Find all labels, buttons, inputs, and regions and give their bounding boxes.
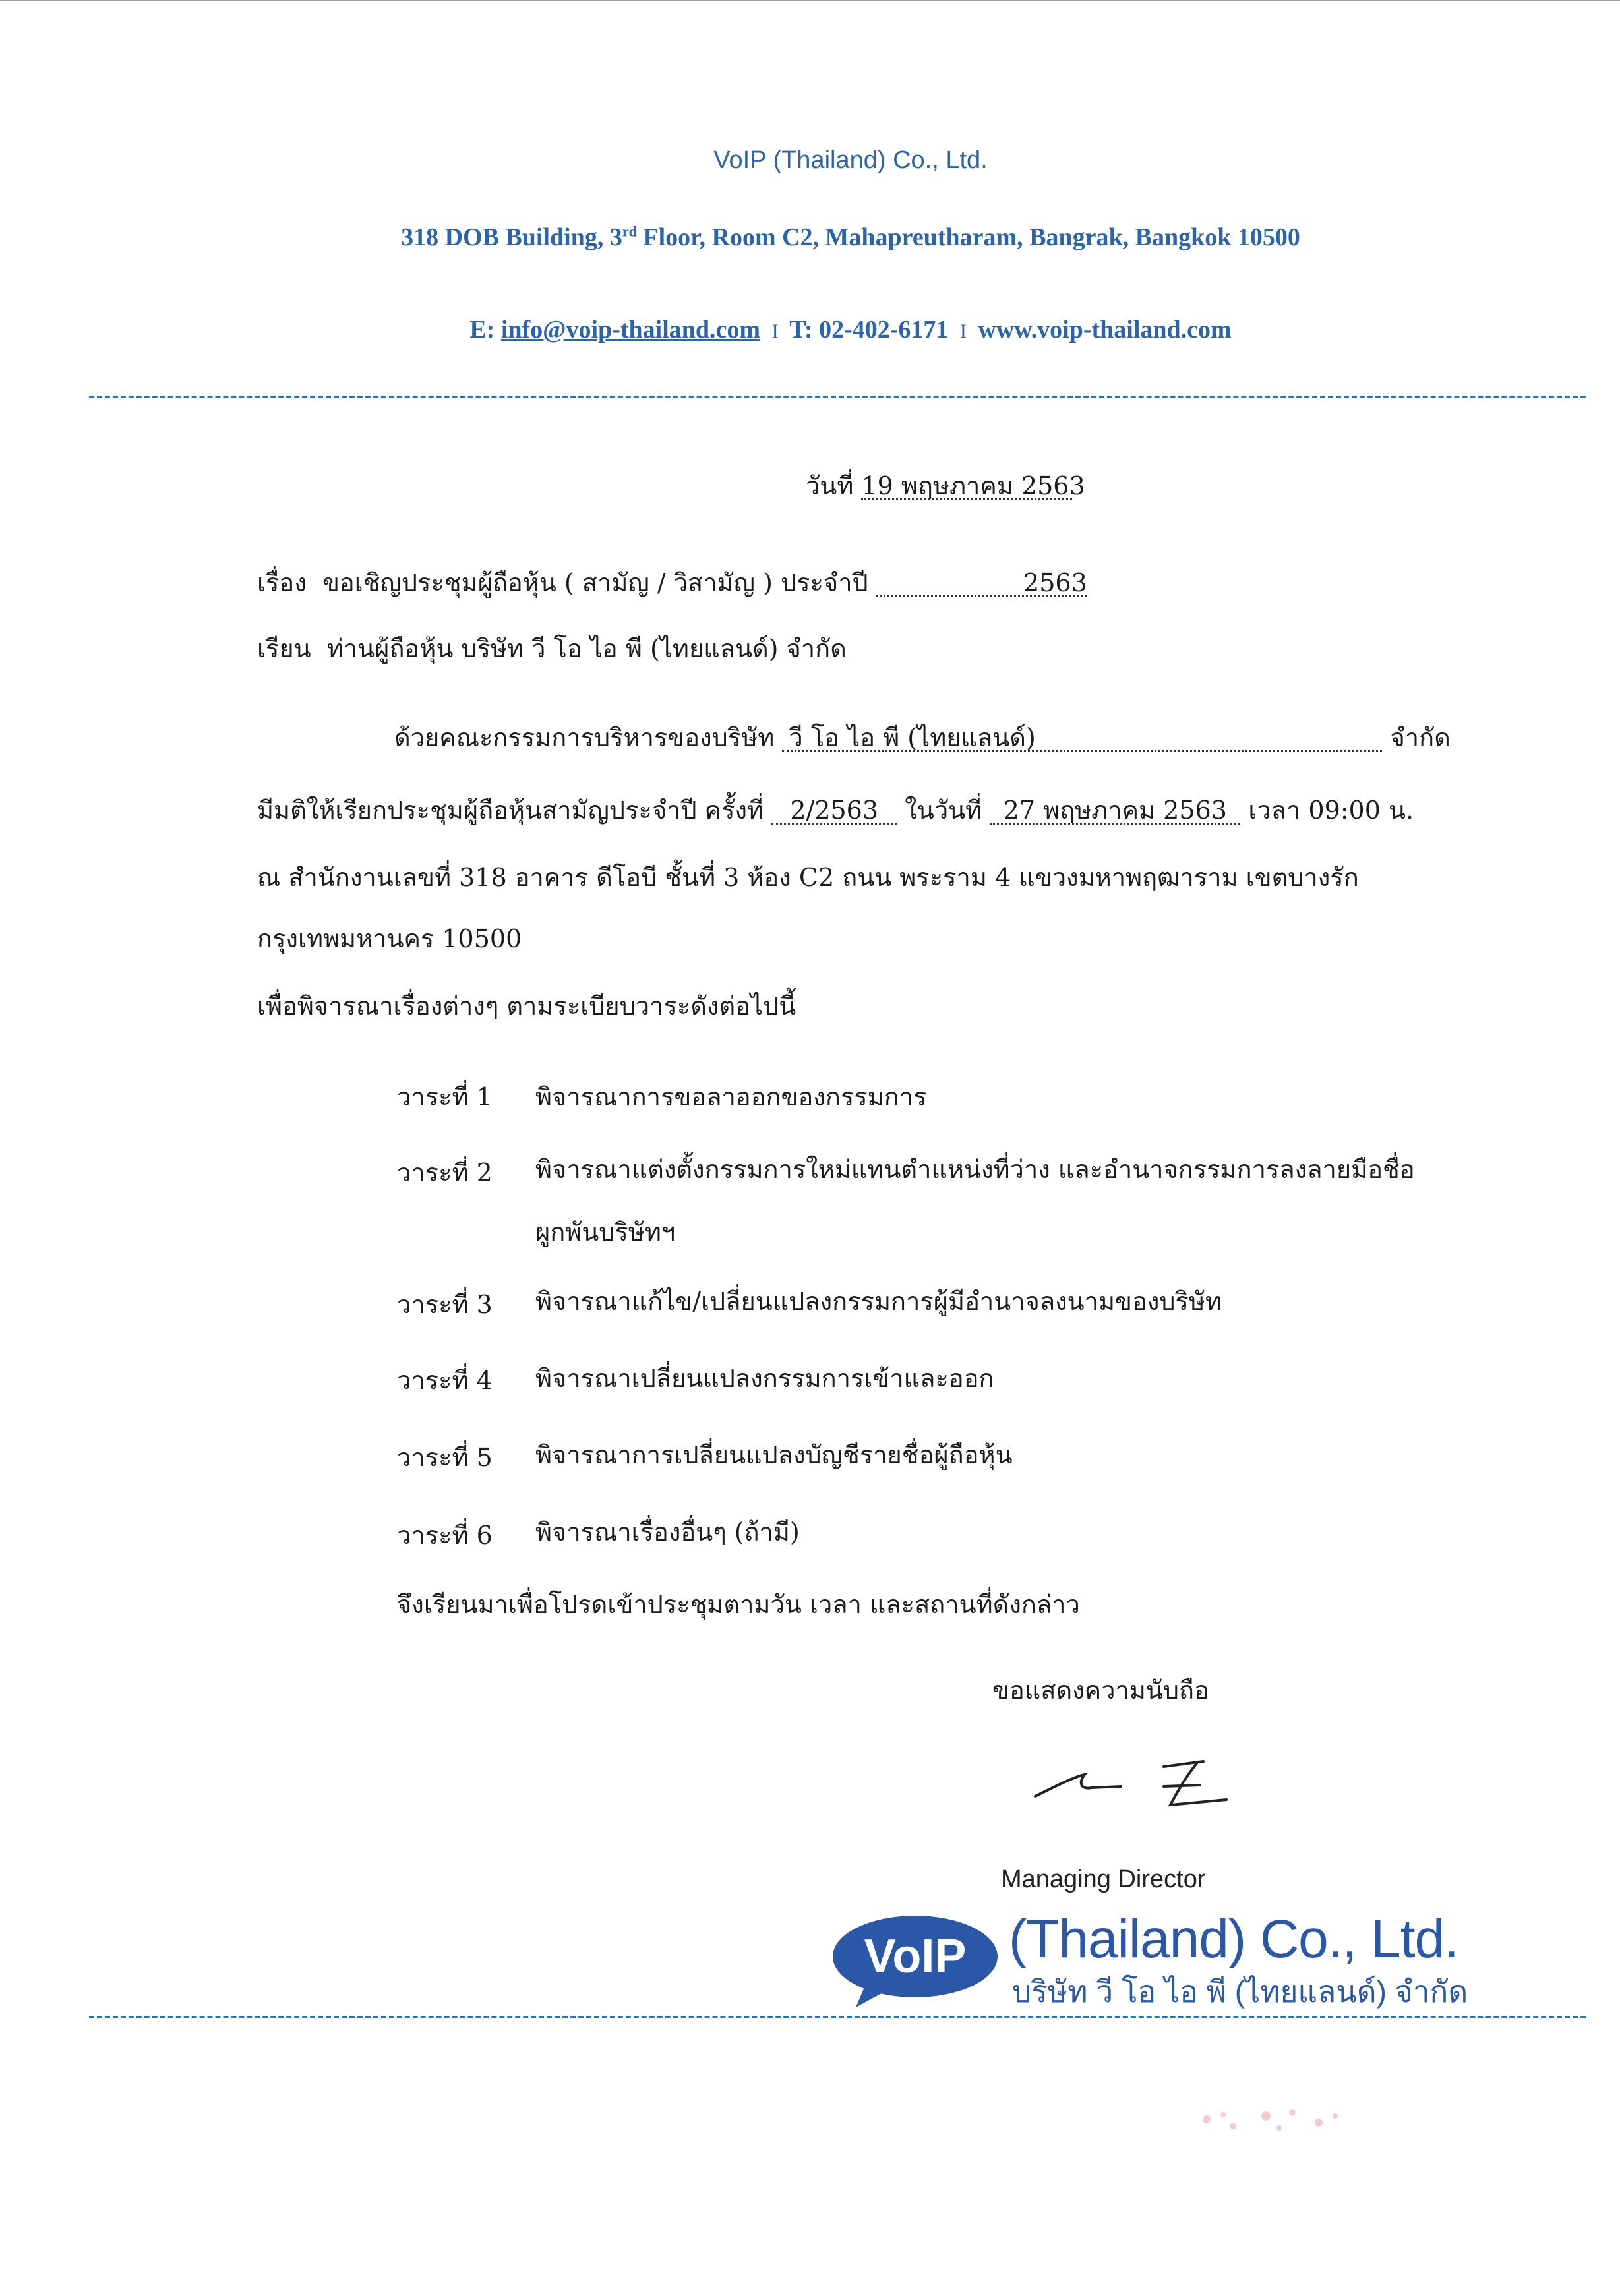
agenda-text: พิจารณาแต่งตั้งกรรมการใหม่แทนตำแหน่งที่ว่าง และอำนาจกรรมการลงลายมือชื่อ xyxy=(535,1155,1415,1184)
agenda-text: พิจารณาเรื่องอื่นๆ (ถ้ามี) xyxy=(535,1517,800,1546)
body-company: วี โอ ไอ พี (ไทยแลนด์) xyxy=(782,725,1382,752)
agenda-text: พิจารณาเปลี่ยนแปลงกรรมการเข้าและออก xyxy=(535,1364,994,1393)
date-value: 19 พฤษภาคม 2563 xyxy=(861,471,1085,500)
red-stamp-smudge xyxy=(1193,2096,1358,2142)
to-text: ท่านผู้ถือหุ้น บริษัท วี โอ ไอ พี (ไทยแลนด์) จำกัด xyxy=(326,634,847,663)
to-label: เรียน xyxy=(257,634,311,663)
subject-text: ขอเชิญประชุมผู้ถือหุ้น ( สามัญ / วิสามัญ ) ประจำปี xyxy=(322,568,868,597)
address-part2: Floor, Room C2, Mahapreutharam, Bangrak, Bangkok 10500 xyxy=(636,223,1300,251)
body-line1-suffix: จำกัด xyxy=(1390,723,1451,752)
logo-text: VoIP xyxy=(864,1930,967,1983)
body-line-2 xyxy=(257,798,1414,825)
separator: I xyxy=(771,320,779,342)
body-line-1 xyxy=(394,725,1451,752)
to-line xyxy=(257,636,847,661)
body-line2-prefix: มีมติให้เรียกประชุมผู้ถือหุ้นสามัญประจำปี ครั้งที่ xyxy=(257,796,764,825)
separator: I xyxy=(959,320,967,342)
body-line-5: เพื่อพิจารณาเรื่องต่างๆ ตามระเบียบวาระดังต่อไปนี้ xyxy=(257,991,796,1020)
company-contact xyxy=(0,315,1620,344)
signer-title: Managing Director xyxy=(1001,1866,1206,1893)
date-label: วันที่ xyxy=(806,471,854,500)
closing-line: จึงเรียนมาเพื่อโปรดเข้าประชุมตามวัน เวลา และสถานที่ดังกล่าว xyxy=(397,1590,1080,1619)
subject-label: เรื่อง xyxy=(257,568,307,597)
signature xyxy=(1029,1747,1253,1819)
address-superscript: rd xyxy=(622,223,637,240)
body-line-4: กรุงเทพมหานคร 10500 xyxy=(257,924,522,953)
phone: T: 02-402-6171 xyxy=(789,316,949,343)
company-address xyxy=(0,223,1620,252)
scan-top-edge xyxy=(0,0,1620,1)
website-link[interactable]: www.voip-thailand.com xyxy=(978,316,1232,343)
voip-logo-bubble-icon xyxy=(829,1912,1001,2011)
body-line2-mid: ในวันที่ xyxy=(905,796,982,825)
address-part1: 318 DOB Building, 3 xyxy=(401,223,622,251)
company-name-header: VoIP (Thailand) Co., Ltd. xyxy=(713,146,988,174)
agenda-no: วาระที่ 1 xyxy=(397,1082,493,1111)
agenda-text: พิจารณาแก้ไข/เปลี่ยนแปลงกรรมการผู้มีอำนาจลงนามของบริษัท xyxy=(535,1287,1222,1316)
email-link[interactable]: info@voip-thailand.com xyxy=(500,316,761,343)
agenda-text: พิจารณาการเปลี่ยนแปลงบัญชีรายชื่อผู้ถือหุ้น xyxy=(535,1440,1013,1469)
agenda-no: วาระที่ 5 xyxy=(397,1443,493,1472)
agenda-text: พิจารณาการขอลาออกของกรรมการ xyxy=(535,1082,927,1111)
letter-date xyxy=(806,471,1085,500)
stamp-company-th: บริษัท วี โอ ไอ พี (ไทยแลนด์) จำกัด xyxy=(1012,1974,1468,2009)
email-label: E: xyxy=(469,316,501,343)
subject-line xyxy=(257,570,1087,597)
agenda-no: วาระที่ 2 xyxy=(397,1158,493,1187)
header-divider xyxy=(89,396,1586,398)
body-line-3: ณ สำนักงานเลขที่ 318 อาคาร ดีโอบี ชั้นที่ 3 ห้อง C2 ถนน พระราม 4 แขวงมหาพฤฒาราม เขตบางรัก xyxy=(257,863,1359,892)
regards-line: ขอแสดงความนับถือ xyxy=(992,1676,1209,1705)
stamp-company-en: (Thailand) Co., Ltd. xyxy=(1009,1909,1458,1969)
meeting-number: 2/2563 xyxy=(771,798,897,825)
meeting-date: 27 พฤษภาคม 2563 xyxy=(990,798,1240,825)
agenda-no: วาระที่ 3 xyxy=(397,1290,493,1319)
agenda-no: วาระที่ 6 xyxy=(397,1521,493,1550)
body-line2-suffix: เวลา 09:00 น. xyxy=(1248,796,1414,825)
agenda-text-continued: ผูกพันบริษัทฯ xyxy=(535,1218,676,1247)
subject-year: 2563 xyxy=(876,570,1087,597)
body-line1-prefix: ด้วยคณะกรรมการบริหารของบริษัท xyxy=(394,723,775,752)
footer-divider xyxy=(89,2016,1586,2018)
agenda-no: วาระที่ 4 xyxy=(397,1366,493,1395)
